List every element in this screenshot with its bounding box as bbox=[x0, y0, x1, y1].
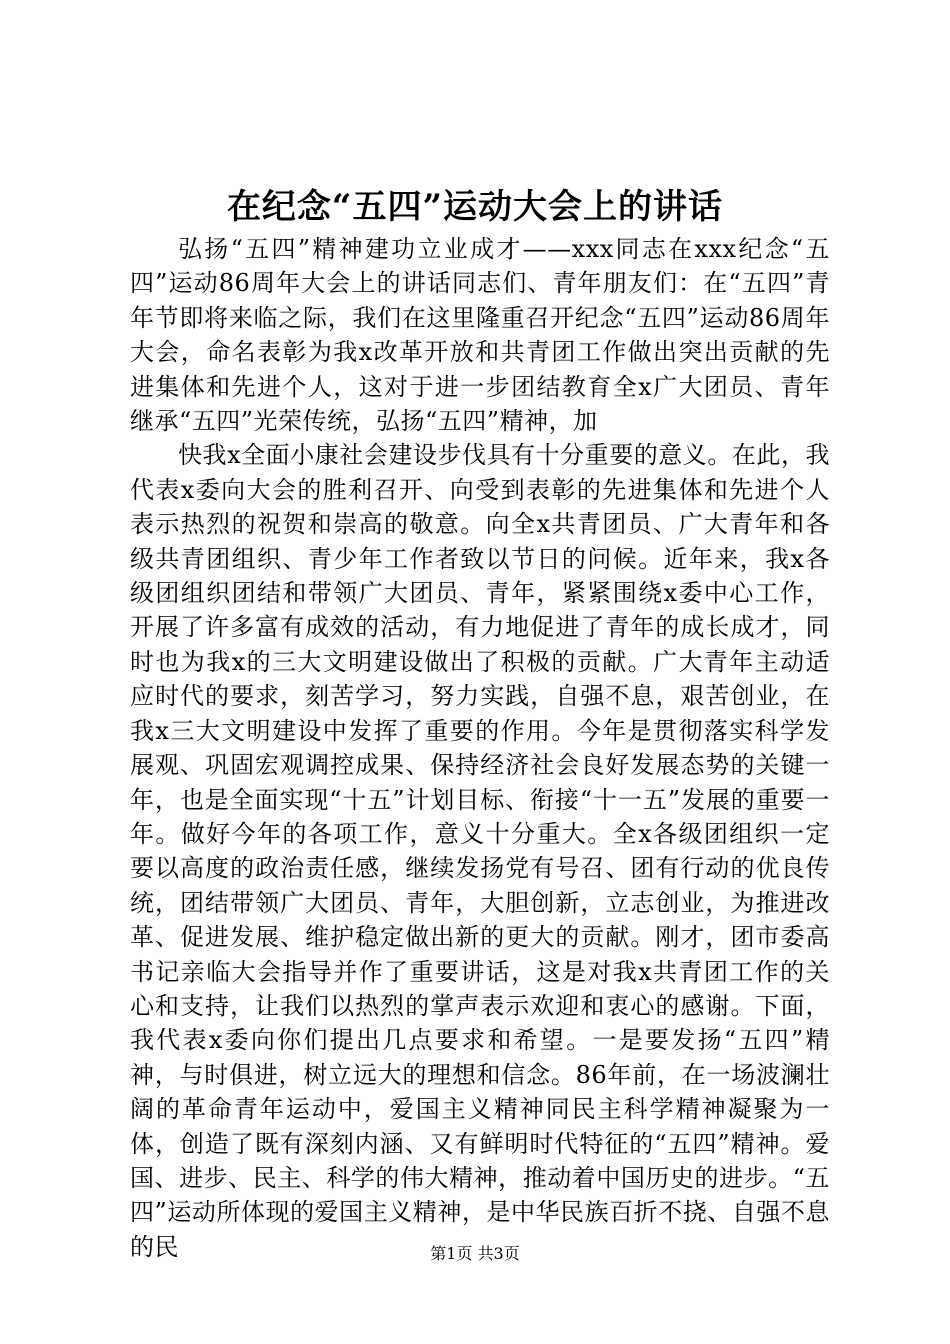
document-title: 在纪念“五四”运动大会上的讲话 bbox=[226, 187, 724, 227]
paragraph-2: 快我x全面小康社会建设步伐具有十分重要的意义。在此，我代表x委向大会的胜利召开、向受到表彰的先进集体和先进个人表示热烈的祝贺和崇高的敬意。向全x共青团员、广大青年和各级共青团组织、青少年工作者致以节日的问候。近年来，我x各级团组织团结和带领广大团员、青年，紧紧围绕x委中心工作，开展了许多富有成效的活动，有力地促进了青年的成长成才，同时也为我x的三大文明建设做出了积极的贡献。广大青年主动适应时代的要求，刻苦学习，努力实践，自强不息，艰苦创业，在我x三大文明建设中发挥了重要的作用。今年是贯彻落实科学发展观、巩固宏观调控成果、保持经济社会良好发展态势的关键一年，也是全面实现“十五”计划目标、衔接“十一五”发展的重要一年。做好今年的各项工作，意义十分重大。全x各级团组织一定要以高度的政治责任感，继续发扬党有号召、团有行动的优良传统，团结带领广大团员、青年，大胆创新，立志创业，为推进改革、促进发展、维护稳定做出新的更大的贡献。刚才，团市委高书记亲临大会指导并作了重要讲话，这是对我x共青团工作的关心和支持，让我们以热烈的掌声表示欢迎和衷心的感谢。下面，我代表x委向你们提出几点要求和希望。一是要发扬“五四”精神，与时俱进，树立远大的理想和信念。86年前，在一场波澜壮阔的革命青年运动中，爱国主义精神同民主科学精神凝聚为一体，创造了既有深刻内涵、又有鲜明时代特征的“五四”精神。爱国、进步、民主、科学的伟大精神，推动着中国历史的进步。“五四”运动所体现的爱国主义精神，是中华民族百折不挠、自强不息的民 bbox=[130, 441, 830, 1261]
page-footer: 第1页 共3页 bbox=[430, 1244, 520, 1263]
document-body bbox=[130, 232, 830, 1264]
paragraph-1: 弘扬“五四”精神建功立业成才——xxx同志在xxx纪念“五四”运动86周年大会上的讲话同志们、青年朋友们：在“五四”青年节即将来临之际，我们在这里隆重召开纪念“五四”运动86周年大会，命名表彰为我x改革开放和共青团工作做出突出贡献的先进集体和先进个人，这对于进一步团结教育全x广大团员、青年继承“五四”光荣传统，弘扬“五四”精神，加 bbox=[130, 235, 830, 436]
